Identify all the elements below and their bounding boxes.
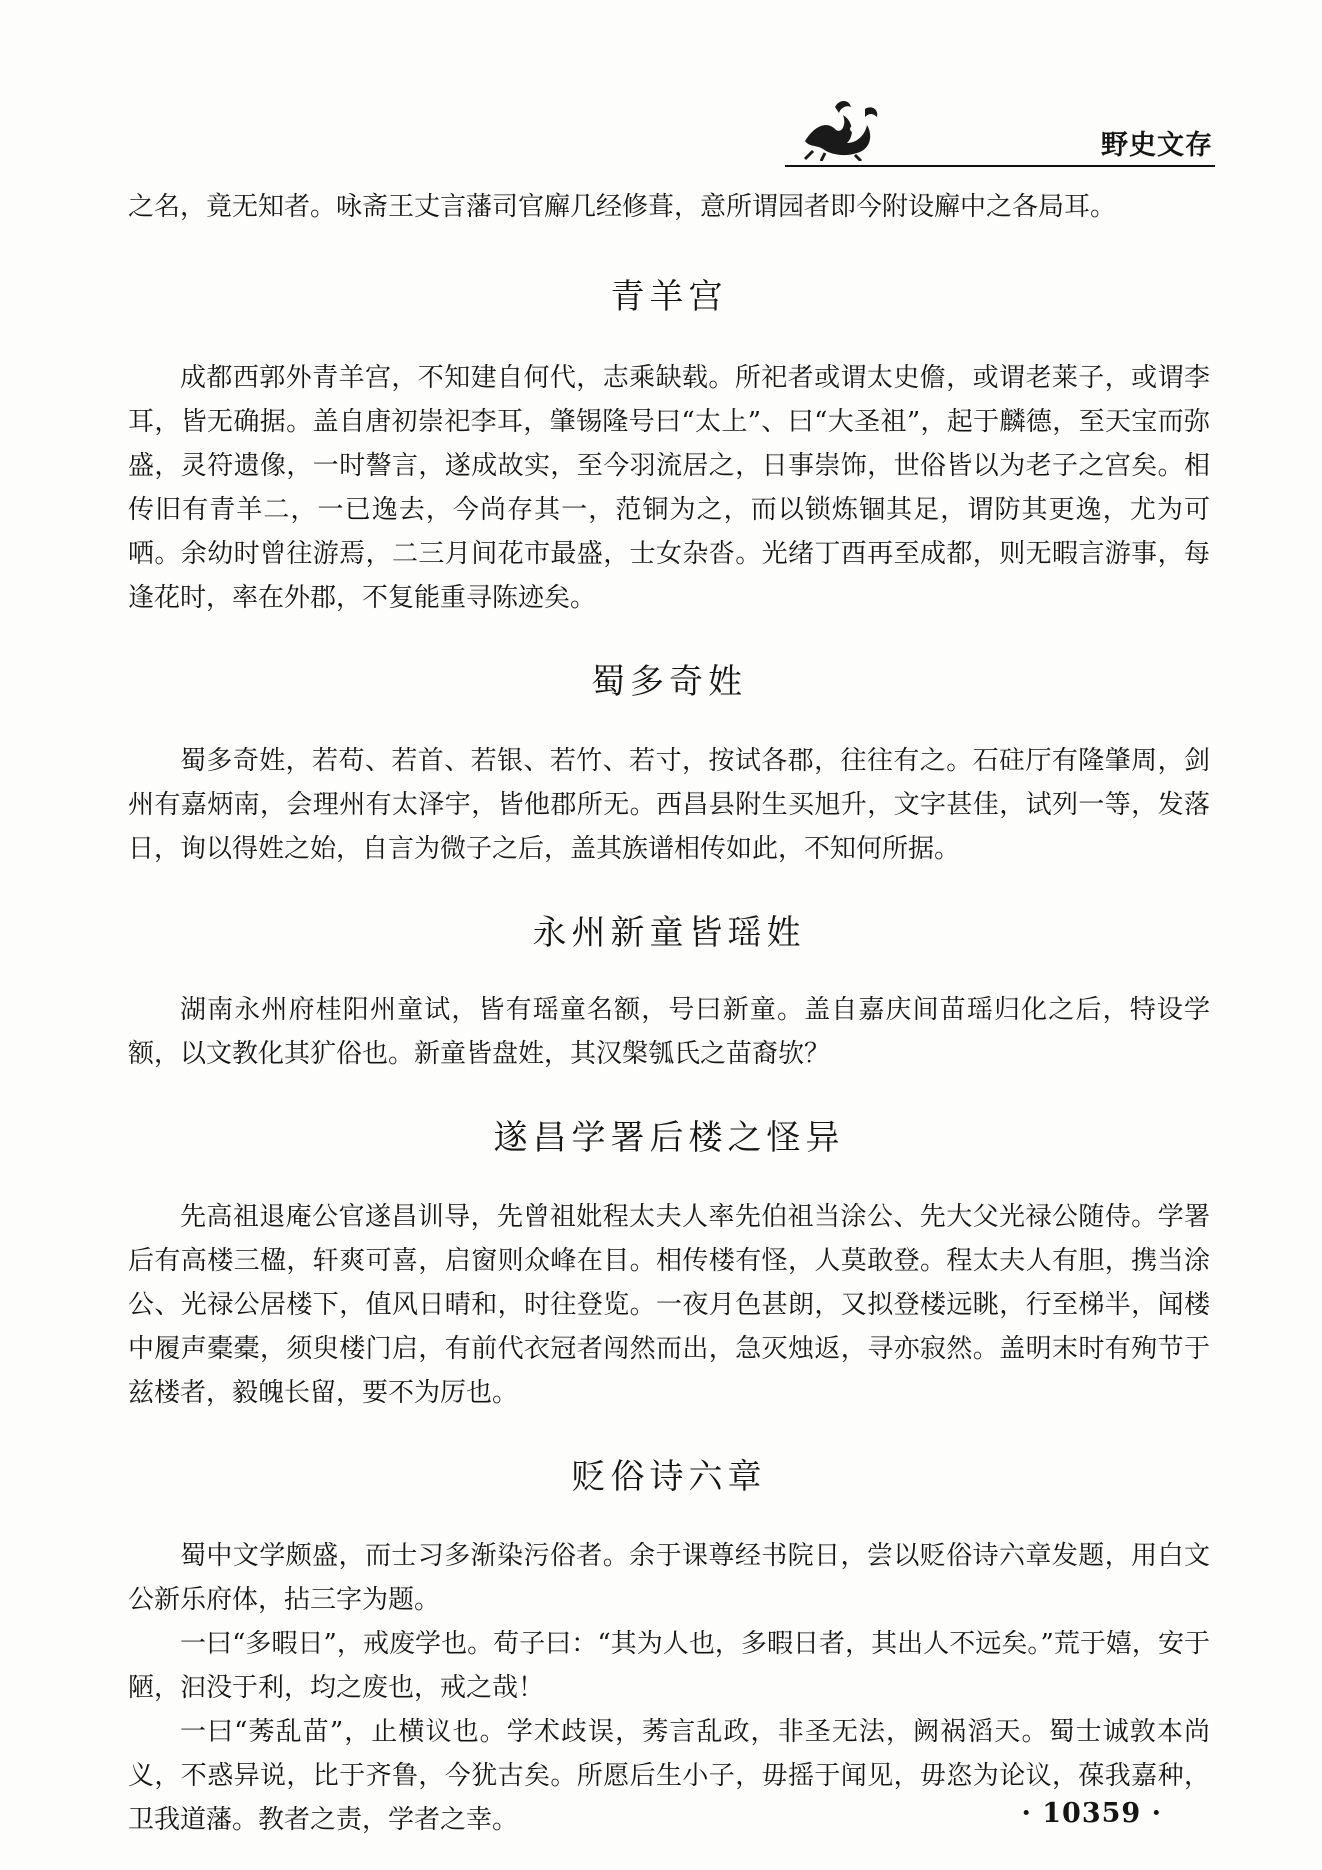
section-title: 贬俗诗六章: [571, 1457, 767, 1497]
section-paragraph: 湖南永州府桂阳州童试，皆有瑶童名额，号曰新童。盖自嘉庆间苗瑶归化之后，特设学额，以文教化其犷俗也。新童皆盘姓，其汉槃瓠氏之苗裔欤？: [128, 995, 1210, 1069]
section-title: 遂昌学署后楼之怪异: [493, 1118, 845, 1158]
continued-paragraph: 之名，竟无知者。咏斋王丈言藩司官廨几经修葺，意所谓园者即今附设廨中之各局耳。: [128, 192, 1117, 222]
section-paragraph: 先高祖退庵公官遂昌训导，先曾祖妣程太夫人率先伯祖当涂公、先大父光禄公随侍。学署后有高楼三楹，轩爽可喜，启窗则众峰在目。相传楼有怪，人莫敢登。程太夫人有胆，携当涂公、光禄公居楼下，值风日晴和，时往登览。一夜月色甚朗，又拟登楼远眺，行至梯半，闻楼中履声橐橐，须臾楼门启，有前代衣冠者闯然而出，急灭烛返，寻亦寂然。盖明末时有殉节于兹楼者，毅魄长留，要不为厉也。: [128, 1202, 1210, 1408]
section-paragraph: 一曰“多暇日”，戒废学也。荀子曰：“其为人也，多暇日者，其出人不远矣。”荒于嬉，安于陋，汩没于利，均之废也，戒之哉！: [128, 1629, 1210, 1703]
section-paragraph: 一曰“莠乱苗”，止横议也。学术歧误，莠言乱政，非圣无法，阙祸滔天。蜀士诚敦本尚义，不惑异说，比于齐鲁，今犹古矣。所愿后生小子，毋摇于闻见，毋恣为论议，葆我嘉种，卫我道藩。教者之责，学者之幸。: [128, 1717, 1210, 1835]
section-paragraph: 蜀多奇姓，若苟、若首、若银、若竹、若寸，按试各郡，往往有之。石砫厅有隆肇周，剑州有嘉炳南，会理州有太泽宇，皆他郡所无。西昌县附生买旭升，文字甚佳，试列一等，发落日，询以得姓之始，自言为微子之后，盖其族谱相传如此，不知何所据。: [128, 746, 1210, 864]
section-title: 永州新童皆瑶姓: [532, 913, 806, 953]
section-paragraph: 成都西郭外青羊宫，不知建自何代，志乘缺载。所祀者或谓太史儋，或谓老莱子，或谓李耳，皆无确据。盖自唐初崇祀李耳，肇锡隆号曰“太上”、曰“大圣祖”，起于麟德，至天宝而弥盛，灵符遗像，一时謷言，遂成故实，至今羽流居之，日事崇饰，世俗皆以为老子之宫矣。相传旧有青羊二，一已逸去，今尚存其一，范铜为之，而以锁炼锢其足，谓防其更逸，尤为可哂。余幼时曾往游焉，二三月间花市最盛，士女杂沓。光绪丁酉再至成都，则无暇言游事，每逢花时，率在外郡，不复能重寻陈迹矣。: [128, 363, 1210, 613]
section-paragraph: 蜀中文学颇盛，而士习多渐染污俗者。余于课尊经书院日，尝以贬俗诗六章发题，用白文公新乐府体，拈三字为题。: [128, 1541, 1210, 1615]
section-title: 青羊宫: [610, 277, 728, 317]
running-header-title: 野史文存: [1101, 130, 1213, 161]
header-rule: [785, 165, 1215, 167]
page-number: · 10359 ·: [1021, 1798, 1162, 1829]
dragon-emblem-icon: [795, 95, 887, 161]
running-header: [785, 95, 1215, 175]
main-text: [128, 185, 1210, 1842]
section-title: 蜀多奇姓: [591, 662, 747, 702]
